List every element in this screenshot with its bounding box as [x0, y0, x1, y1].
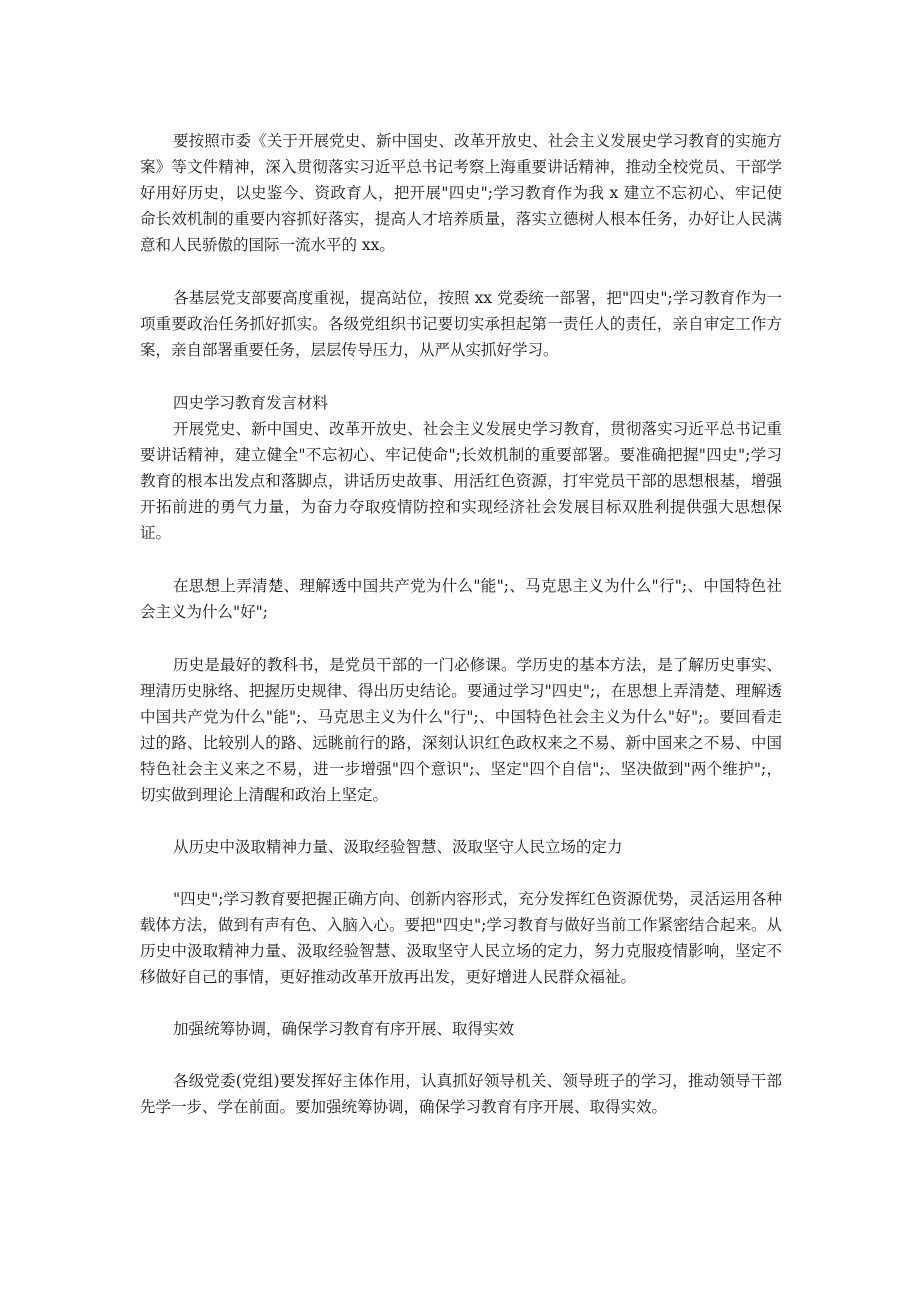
- section-heading-draw-strength: 从历史中汲取精神力量、汲取经验智慧、汲取坚守人民立场的定力: [173, 838, 623, 856]
- paragraph-party-branch: 各基层党支部要高度重视，提高站位，按照 xx 党委统一部署，把"四史";学习教育作为一项重要政治任务抓好抓实。各级党组织书记要切实承担起第一责任人的责任，亲自审定工作方案，亲自部署重要任务，层层传导压力，从严从实抓好学习。: [140, 289, 782, 359]
- paragraph-gap: [140, 546, 782, 573]
- paragraph-four-histories: 开展党史、新中国史、改革开放史、社会主义发展史学习教育，贯彻落实习近平总书记重要讲话精神，建立健全"不忘初心、牢记使命";长效机制的重要部署。要准确把握"四史";学习教育的根本出发点和落脚点，讲话历史故事、用活红色资源，打牢党员干部的思想根基，增强开拓前进的勇气力量，为奋力夺取疫情防控和实现经济社会发展目标双胜利提供强大思想保证。: [140, 420, 782, 542]
- paragraph-understand-clearly: 在思想上弄清楚、理解透中国共产党为什么"能";、马克思主义为什么"行";、中国特色社会主义为什么"好";: [140, 577, 782, 621]
- paragraph-gap: [140, 1042, 782, 1068]
- paragraph-gap: [140, 363, 782, 390]
- paragraph-history-textbook: 历史是最好的教科书，是党员干部的一门必修课。学历史的基本方法，是了解历史事实、理清历史脉络、把握历史规律、得出历史结论。要通过学习"四史";，在思想上弄清楚、理解透中国共产党为什么"能";、马克思主义为什么"行";、中国特色社会主义为什么"好";。要回看走过的路、比较别人的路、远眺前行的路，深刻认识红色政权来之不易、新中国来之不易、中国特色社会主义来之不易，进一步增强"四个意识";、坚定"四个自信";、坚决做到"两个维护";，切实做到理论上清醒和政治上坚定。: [140, 656, 782, 804]
- paragraph-party-committees: 各级党委(党组)要发挥好主体作用，认真抓好领导机关、领导班子的学习，推动领导干部先学一步、学在前面。要加强统筹协调，确保学习教育有序开展、取得实效。: [140, 1072, 782, 1116]
- paragraph-implementation-plan: 要按照市委《关于开展党史、新中国史、改革开放史、社会主义发展史学习教育的实施方案》等文件精神，深入贯彻落实习近平总书记考察上海重要讲话精神，推动全校党员、干部学好用好历史，以史鉴今、资政育人，把开展"四史";学习教育作为我 x 建立不忘初心、牢记使命长效机制的重要内容抓好落实，提高人才培养质量，落实立德树人根本任务，办好让人民满意和人民骄傲的国际一流水平的 xx。: [140, 132, 782, 254]
- paragraph-gap: [140, 808, 782, 834]
- paragraph-gap: [140, 990, 782, 1016]
- paragraph-gap: [140, 625, 782, 652]
- paragraph-gap: [140, 258, 782, 285]
- document-body: [140, 128, 782, 1120]
- paragraph-education-direction: "四史";学习教育要把握正确方向、创新内容形式，充分发挥红色资源优势，灵活运用各种载体方法，做到有声有色、入脑入心。要把"四史";学习教育与做好当前工作紧密结合起来。从历史中汲取精神力量、汲取经验智慧、汲取坚守人民立场的定力，努力克服疫情影响，坚定不移做好自己的事情，更好推动改革开放再出发，更好增进人民群众福祉。: [140, 890, 782, 986]
- section-heading-coordination: 加强统筹协调，确保学习教育有序开展、取得实效: [173, 1020, 515, 1038]
- section-heading-speech-material: 四史学习教育发言材料: [173, 394, 329, 412]
- paragraph-gap: [140, 860, 782, 886]
